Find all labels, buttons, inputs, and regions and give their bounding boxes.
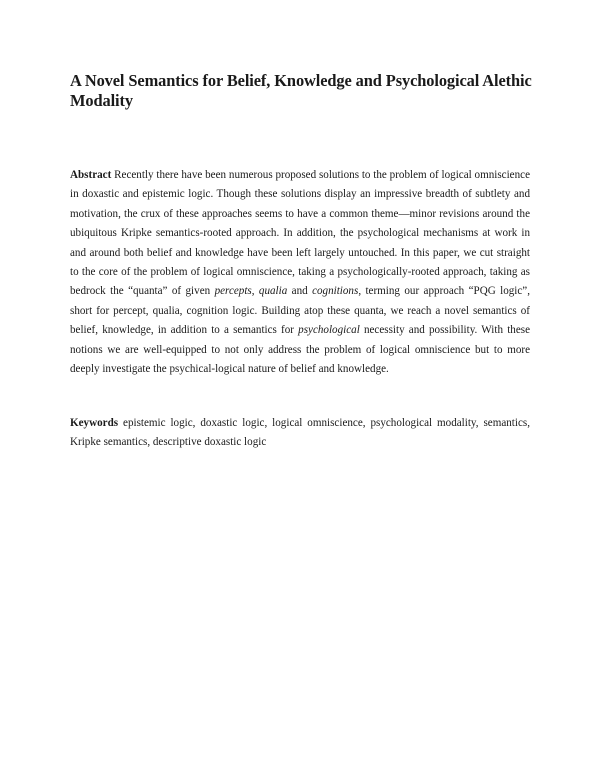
abstract-label: Abstract bbox=[70, 169, 112, 181]
abstract-text-3: and bbox=[287, 285, 313, 298]
abstract-text-1: Recently there have been numerous proposed solutions to the problem of logical omniscience in doxastic and epistemic logic. Though these solutions display an impressive breadth of subtlety and motivation, the crux of these approaches seems to have a common theme—minor revisions around the ubiquitous Kripke semantics-rooted approach. In addition, the psychological mechanisms at work in and around both belief and knowledge have been left largely untouched. In this paper, we cut straight to the core of the problem of logical omniscience, taking a psychologically-rooted approach, taking as bedrock the “quanta” of given bbox=[70, 169, 530, 298]
abstract-paragraph bbox=[70, 166, 530, 379]
abstract-text-5: necessity and possibility. With these notions we are well-equipped to not only address the problem of logical omniscience but to more deeply investigate the psychical-logical nature of belief and knowledge. bbox=[70, 324, 530, 376]
paper-title: A Novel Semantics for Belief, Knowledge and Psychological Alethic Modality bbox=[70, 71, 532, 110]
abstract-term-cognitions: cognitions bbox=[312, 285, 359, 298]
abstract-term-qualia: qualia bbox=[258, 285, 288, 298]
keywords-text: epistemic logic, doxastic logic, logical omniscience, psychological modality, semantics, Kripke semantics, descriptive doxastic logic bbox=[70, 417, 530, 449]
abstract-text-4: , terming our approach “PQG logic”, short for percept, qualia, cognition logic. Building atop these quanta, we reach a novel semantics of belief, knowledge, in addition to a semantics for bbox=[70, 285, 530, 337]
abstract-text-2: , bbox=[251, 285, 259, 298]
keywords-paragraph bbox=[70, 414, 530, 453]
abstract-term-psychological: psychological bbox=[298, 324, 360, 337]
keywords-label: Keywords bbox=[70, 417, 119, 429]
abstract-term-percepts: percepts bbox=[214, 285, 252, 298]
